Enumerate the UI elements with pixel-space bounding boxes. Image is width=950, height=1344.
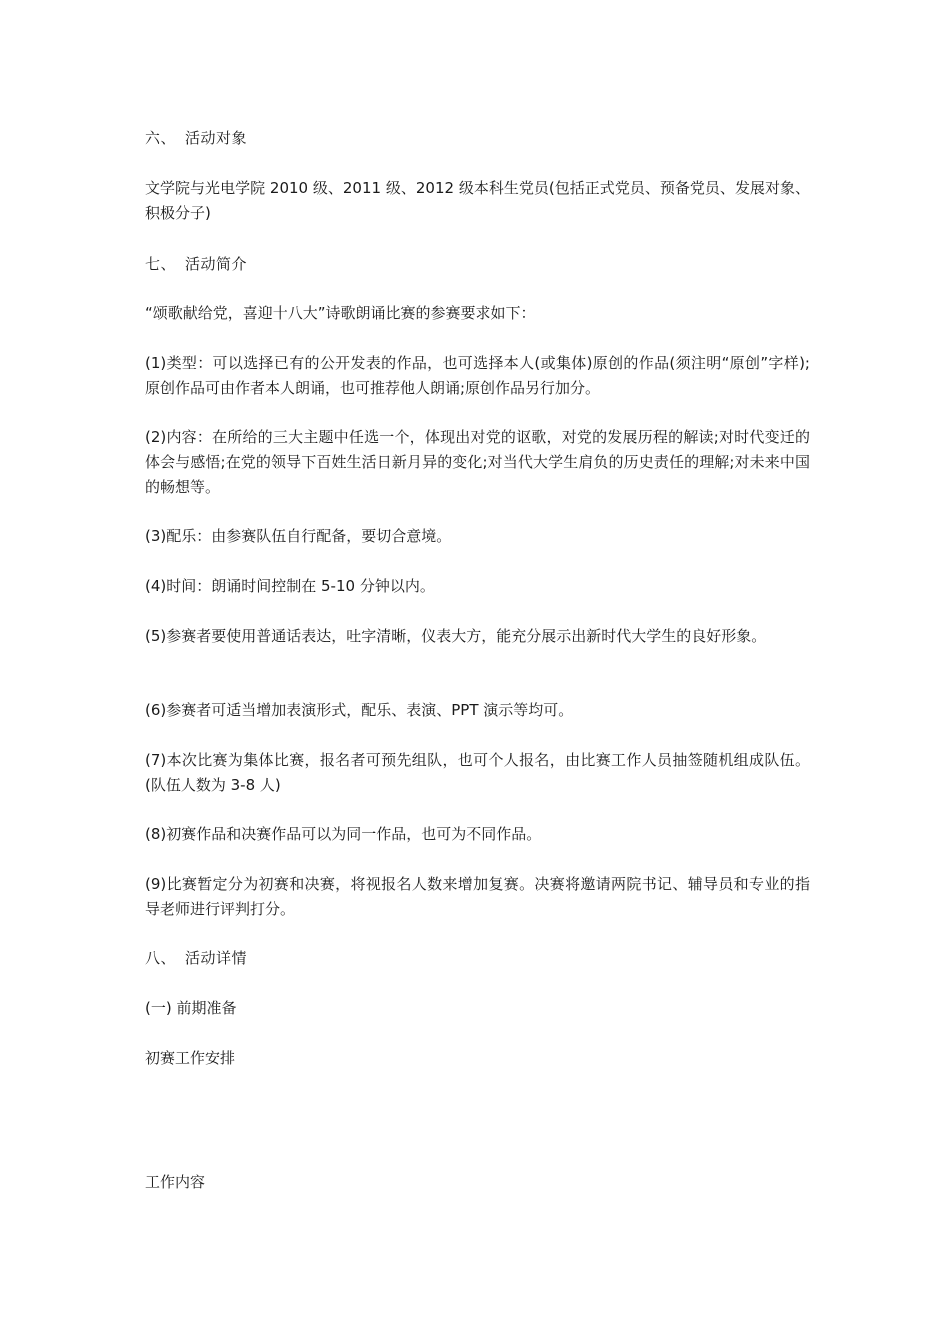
requirement-item-2: (2)内容：在所给的三大主题中任选一个，体现出对党的讴歌，对党的发展历程的解读;对时代变迁的体会与感悟;在党的领导下百姓生活日新月异的变化;对当代大学生肩负的历史责任的理解;对未来中国的畅想等。 (145, 428, 810, 496)
subsection-heading-prep: (一) 前期准备 (145, 999, 237, 1017)
requirement-item-4: (4)时间：朗诵时间控制在 5-10 分钟以内。 (145, 577, 435, 595)
section-title: 活动对象 (185, 129, 248, 147)
section-title: 活动详情 (185, 949, 248, 967)
section-number: 七、 (145, 255, 177, 273)
subsection-heading-prelim: 初赛工作安排 (145, 1049, 236, 1067)
requirement-item-7: (7)本次比赛为集体比赛，报名者可预先组队，也可个人报名，由比赛工作人员抽签随机组成队伍。(队伍人数为 3-8 人) (145, 751, 810, 794)
table-header-work-content: 工作内容 (145, 1173, 206, 1191)
section-number: 六、 (145, 129, 177, 147)
section-heading-six (145, 126, 810, 151)
section-number: 八、 (145, 949, 177, 967)
requirement-item-1: (1)类型：可以选择已有的公开发表的作品，也可选择本人(或集体)原创的作品(须注明“原创”字样);原创作品可由作者本人朗诵，也可推荐他人朗诵;原创作品另行加分。 (145, 354, 810, 397)
section-heading-seven (145, 252, 810, 277)
target-audience-paragraph: 文学院与光电学院 2010 级、2011 级、2012 级本科生党员(包括正式党员、预备党员、发展对象、积极分子) (145, 179, 810, 222)
requirement-item-5: (5)参赛者要使用普通话表达，吐字清晰，仪表大方，能充分展示出新时代大学生的良好形象。 (145, 627, 767, 645)
section-heading-eight (145, 946, 810, 971)
requirement-item-6: (6)参赛者可适当增加表演形式，配乐、表演、PPT 演示等均可。 (145, 701, 574, 719)
requirement-item-8: (8)初赛作品和决赛作品可以为同一作品，也可为不同作品。 (145, 825, 542, 843)
requirement-item-9: (9)比赛暂定分为初赛和决赛，将视报名人数来增加复赛。决赛将邀请两院书记、辅导员和专业的指导老师进行评判打分。 (145, 875, 810, 918)
section-title: 活动简介 (185, 255, 248, 273)
requirement-item-3: (3)配乐：由参赛队伍自行配备，要切合意境。 (145, 527, 452, 545)
intro-paragraph: “颂歌献给党，喜迎十八大”诗歌朗诵比赛的参赛要求如下： (145, 304, 536, 322)
